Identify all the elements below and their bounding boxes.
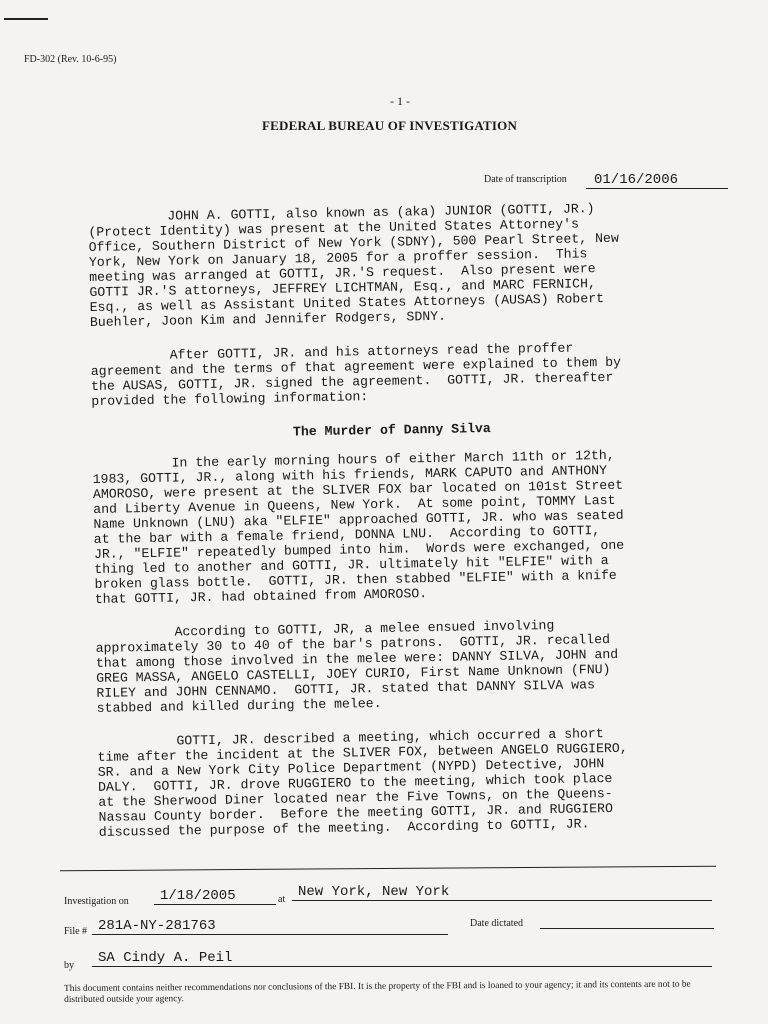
paragraph-meeting: GOTTI, JR. described a meeting, which occurred a short time after the incident at the SLIVER FOX, between ANGELO RUGGIERO, SR. and a New York City Police Department (NYPD) Detective, JOHN DALY. GOTTI, JR. drove RUGGIERO to the meeting, which took place at the Sherwood Diner located near the Five Towns, on the Queens- Nassau County border. Before the meeting GOTTI, JR. and RUGGIERO discussed the purpose of the meeting. According to GOTTI, JR.: [97, 726, 628, 840]
section-heading: The Murder of Danny Silva: [292, 421, 491, 440]
investigation-date: 1/18/2005: [154, 888, 276, 905]
corner-mark: [4, 18, 48, 20]
page-number: - 1 -: [390, 94, 410, 108]
paragraph-melee: According to GOTTI, JR, a melee ensued involving approximately 30 to 40 of the bar's patrons. GOTTI, JR. recalled that among those involved in the melee were: DANNY SILVA, JOHN and GREG MASSA, ANGELO CASTELLI, JOEY CURIO, First Name Unknown (FNU) RILEY and JOHN CENNAMO. GOTTI, JR. stated that DANNY SILVA was stabbed and killed during the melee.: [95, 617, 619, 716]
investigation-location: New York, New York: [292, 884, 712, 901]
agent-name: SA Cindy A. Peil: [92, 950, 712, 967]
agency-title: FEDERAL BUREAU OF INVESTIGATION: [262, 118, 518, 133]
dictated-value: [540, 912, 714, 929]
form-id: FD-302 (Rev. 10-6-95): [24, 54, 117, 65]
investigation-label: Investigation on: [64, 896, 129, 907]
transcription-label: Date of transcription: [484, 174, 567, 185]
footer-divider: [60, 866, 716, 872]
file-number: 281A-NY-281763: [92, 918, 448, 935]
file-label: File #: [64, 926, 88, 937]
by-label: by: [64, 960, 74, 971]
paragraph-incident: In the early morning hours of either March 11th or 12th, 1983, GOTTI, JR., along with his friends, MARK CAPUTO and ANTHONY AMOROSO, were present at the SLIVER FOX bar located on 101st Street and Liberty Avenue in Queens, New York. At some point, TOMMY Last Name Unknown (LNU) aka "ELFIE" approached GOTTI, JR. who was seated at the bar with a female friend, DONNA LNU. According to GOTTI, JR., "ELFIE" repeatedly bumped into him. Words were exchanged, one thing led to another and GOTTI, JR. ultimately hit "ELFIE" with a broken glass bottle. GOTTI, JR. then stabbed "ELFIE" with a knife that GOTTI, JR. had obtained from AMOROSO.: [92, 447, 625, 607]
report-body: [88, 199, 739, 859]
paragraph-intro: JOHN A. GOTTI, also known as (aka) JUNIOR (GOTTI, JR.) (Protect Identity) was present at the United States Attorney's Office, Southern District of New York (SDNY), 500 Pearl Street, New York, New York on January 18, 2005 for a proffer session. This meeting was arranged at GOTTI, JR.'S request. Also present were GOTTI JR.'S attorneys, JEFFREY LICHTMAN, Esq., and MARC FERNICH, Esq., as well as Assistant United States Attorneys (AUSAS) Robert Buehler, Joon Kim and Jennifer Rodgers, SDNY.: [88, 201, 619, 330]
at-label: at: [278, 894, 286, 905]
paragraph-proffer: After GOTTI, JR. and his attorneys read the proffer agreement and the terms of that agreement were explained to them by the AUSAS, GOTTI, JR. signed the agreement. GOTTI, JR. thereafter provided the following information:: [90, 340, 622, 409]
dictated-label: Date dictated: [470, 918, 524, 929]
transcription-date: 01/16/2006: [586, 172, 728, 189]
disclaimer: This document contains neither recommendations nor conclusions of the FBI. It is the property of the FBI and is loaned to your agency; it and its contents are not to be distributed outside your agency.: [64, 979, 691, 1005]
